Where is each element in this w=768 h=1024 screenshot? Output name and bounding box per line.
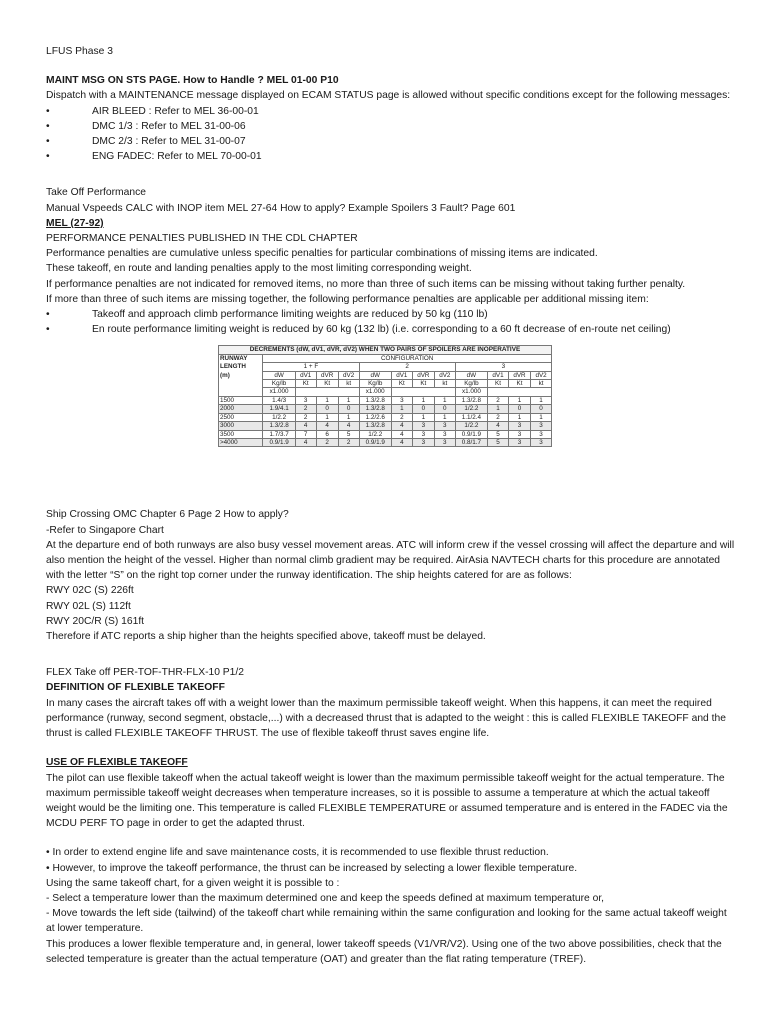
blank-cell — [219, 380, 263, 388]
table-cell: 1/2.2 — [263, 413, 295, 421]
table-cell: 3 — [434, 430, 455, 438]
length-label: LENGTH — [219, 363, 263, 371]
maint-intro: Dispatch with a MAINTENANCE message displayed on ECAM STATUS page is allowed without specific conditions except for the following messages: — [46, 90, 731, 102]
runway-length-cell: 2000 — [219, 405, 263, 413]
decrements-table — [218, 345, 552, 447]
blank-cell — [219, 388, 263, 396]
column-header: dW — [455, 371, 487, 379]
table-cell: 0 — [412, 405, 434, 413]
table-cell: 3 — [508, 438, 530, 446]
column-header: dW — [263, 371, 295, 379]
table-cell: 0.8/1.7 — [455, 438, 487, 446]
maint-title: MAINT MSG ON STS PAGE. How to Handle ? MEL 01-00 P10 — [46, 75, 339, 87]
table-cell: 1 — [488, 405, 509, 413]
column-unit: Kt — [295, 380, 316, 388]
scale-note: x1.000 — [455, 388, 487, 396]
flex-def-title: DEFINITION OF FLEXIBLE TAKEOFF — [46, 682, 225, 694]
table-cell: 1.1/2.4 — [455, 413, 487, 421]
table-cell: 0 — [316, 405, 338, 413]
flex-use-para: The pilot can use flexible takeoff when the actual takeoff weight is lower than the maximum permissible takeoff weight for the actual temperature. The maximum permissible takeoff weight decreases when temperature increases, so it is possible to assume a temperature at which the actual takeoff weight would be the limiting one. This temperature is called FLEXIBLE TEMPERATURE or assumed temperature and is entered in the FADEC via the MCDU PERF TO page in order to get the adapted thrust. — [46, 772, 728, 830]
cdl-heading: PERFORMANCE PENALTIES PUBLISHED IN THE CDL CHAPTER — [46, 233, 358, 245]
table-cell: 1.4/3 — [263, 396, 295, 404]
table-row — [219, 413, 552, 421]
table-row — [219, 422, 552, 430]
config-header: 1 + F — [263, 363, 359, 371]
table-cell: 3 — [508, 430, 530, 438]
column-unit: Kt — [412, 380, 434, 388]
flex-final: This produces a lower flexible temperature and, in general, lower takeoff speeds (V1/VR/V2). Using one of the two above possibilities, check that the selected temperature is greater than the actual temperature (OAT) and greater than the flat rating temperature (TREF). — [46, 938, 722, 965]
blank-cell — [391, 388, 455, 396]
configuration-label: CONFIGURATION — [263, 354, 552, 362]
table-row — [219, 405, 552, 413]
column-unit: Kt — [488, 380, 509, 388]
table-row — [219, 430, 552, 438]
table-cell: 3 — [434, 438, 455, 446]
table-cell: 6 — [316, 430, 338, 438]
ship-para: At the departure end of both runways are also busy vessel movement areas. ATC will inform crew if the vessel crossing will affect the departure and will also mention the height of the vessel. Higher than normal climb gradient may be required. AirAsia NAVTECH charts for this procedure are annotated with the letter “S” on the right top corner under the runway identification. The ship heights catered for are as follows: — [46, 539, 735, 582]
table-cell: 7 — [295, 430, 316, 438]
blank-cell — [488, 388, 552, 396]
table-cell: 2 — [295, 405, 316, 413]
table-cell: 1.3/2.8 — [455, 396, 487, 404]
table-cell: 1 — [508, 396, 530, 404]
list-item: • ENG FADEC: Refer to MEL 70-00-01 — [46, 149, 736, 164]
config-header: 2 — [359, 363, 455, 371]
column-unit: kt — [531, 380, 552, 388]
column-header: dW — [359, 371, 391, 379]
list-item: • AIR BLEED : Refer to MEL 36-00-01 — [46, 104, 736, 119]
table-cell: 1 — [338, 396, 359, 404]
table-cell: 3 — [531, 438, 552, 446]
table-cell: 1 — [316, 413, 338, 421]
config-header: 3 — [455, 363, 551, 371]
table-cell: 3 — [434, 422, 455, 430]
flex-bullet: • In order to extend engine life and save maintenance costs, it is recommended to use flexible thrust reduction. — [46, 847, 549, 859]
table-cell: 1.3/2.8 — [359, 405, 391, 413]
table-cell: 1.3/2.8 — [263, 422, 295, 430]
table-cell: 1 — [531, 413, 552, 421]
table-cell: 4 — [295, 422, 316, 430]
table-cell: 3 — [412, 438, 434, 446]
table-cell: 1 — [434, 396, 455, 404]
table-cell: 0.9/1.9 — [455, 430, 487, 438]
table-cell: 1 — [412, 396, 434, 404]
table-cell: 3 — [412, 430, 434, 438]
column-header: dV2 — [338, 371, 359, 379]
flex-dash-item: - Move towards the left side (tailwind) of the takeoff chart while remaining within the same configuration and looking for the same actual takeoff weight at lower temperature. — [46, 908, 727, 935]
table-cell: 5 — [338, 430, 359, 438]
column-unit: kt — [338, 380, 359, 388]
column-unit: Kg/lb — [455, 380, 487, 388]
table-cell: 3 — [508, 422, 530, 430]
scale-note: x1.000 — [359, 388, 391, 396]
scale-note: x1.000 — [263, 388, 295, 396]
table-cell: 2 — [488, 413, 509, 421]
table-cell: 4 — [488, 422, 509, 430]
table-cell: 1/2.2 — [455, 422, 487, 430]
table-cell: 0.9/1.9 — [263, 438, 295, 446]
table-cell: 3 — [391, 396, 412, 404]
table-cell: 4 — [391, 430, 412, 438]
table-cell: 2 — [295, 413, 316, 421]
table-cell: 4 — [295, 438, 316, 446]
table-cell: 4 — [338, 422, 359, 430]
list-item: • En route performance limiting weight is reduced by 60 kg (132 lb) (i.e. corresponding to a 60 ft decrease of en-route net ceiling) — [46, 322, 736, 337]
table-cell: 3 — [412, 422, 434, 430]
takeoff-title: Take Off Performance — [46, 187, 146, 199]
decrements-figure — [46, 337, 736, 507]
flex-dash-item: - Select a temperature lower than the maximum determined one and keep the speeds defined at maximum temperature or, — [46, 892, 605, 904]
flex-title: FLEX Take off PER-TOF-THR-FLX-10 P1/2 — [46, 667, 244, 679]
table-cell: 0 — [508, 405, 530, 413]
column-header: dVR — [412, 371, 434, 379]
list-item: • DMC 2/3 : Refer to MEL 31-00-07 — [46, 134, 736, 149]
column-unit: Kt — [508, 380, 530, 388]
table-cell: 0 — [531, 405, 552, 413]
table-row — [219, 396, 552, 404]
takeoff-para4: If more than three of such items are missing together, the following performance penalties are applicable per additional missing item: — [46, 293, 649, 305]
runway-label: RUNWAY — [219, 354, 263, 362]
penalty-list — [46, 307, 736, 337]
takeoff-line1: Manual Vspeeds CALC with INOP item MEL 27-64 How to apply? Example Spoilers 3 Fault? Page 601 — [46, 202, 516, 214]
table-cell: 1.3/2.8 — [359, 422, 391, 430]
flex-bullet: • However, to improve the takeoff performance, the thrust can be increased by selecting a lower flexible temperature. — [46, 862, 578, 874]
table-cell: 1 — [316, 396, 338, 404]
table-cell: 5 — [488, 438, 509, 446]
column-unit: Kg/lb — [263, 380, 295, 388]
table-cell: 1 — [391, 405, 412, 413]
maint-list — [46, 104, 736, 165]
table-cell: 1/2.2 — [455, 405, 487, 413]
takeoff-para1: Performance penalties are cumulative unless specific penalties for particular combinations of missing items are indicated. — [46, 248, 598, 260]
runway-length-cell: 1500 — [219, 396, 263, 404]
column-header: dVR — [508, 371, 530, 379]
runway-length-cell: 3500 — [219, 430, 263, 438]
table-cell: 4 — [316, 422, 338, 430]
list-item: • Takeoff and approach climb performance limiting weights are reduced by 50 kg (110 lb) — [46, 307, 736, 322]
table-cell: 1 — [508, 413, 530, 421]
decrements-body — [219, 396, 552, 446]
table-cell: 2 — [316, 438, 338, 446]
flex-using-line: Using the same takeoff chart, for a given weight it is possible to : — [46, 877, 340, 889]
table-cell: 1 — [338, 413, 359, 421]
list-item: • DMC 1/3 : Refer to MEL 31-00-06 — [46, 119, 736, 134]
column-unit: kt — [434, 380, 455, 388]
table-cell: 1.7/3.7 — [263, 430, 295, 438]
ship-delay: Therefore if ATC reports a ship higher than the heights specified above, takeoff must be delayed. — [46, 631, 486, 643]
table-cell: 2 — [488, 396, 509, 404]
flex-def-para: In many cases the aircraft takes off with a weight lower than the maximum permissible takeoff weight. When this happens, it can meet the required performance (runway, second segment, obstacle,...) with a decreased thrust that is adapted to the weight : this is called FLEXIBLE TAKEOFF and the thrust is called FLEXIBLE TAKEOFF THRUST. The use of flexible takeoff thrust saves engine life. — [46, 697, 726, 740]
ship-title: Ship Crossing OMC Chapter 6 Page 2 How to apply? — [46, 509, 289, 521]
column-header: dVR — [316, 371, 338, 379]
doc-header: LFUS Phase 3 — [46, 46, 113, 57]
table-cell: 3 — [531, 430, 552, 438]
column-header: dV1 — [295, 371, 316, 379]
mel-heading: MEL (27-92) — [46, 217, 104, 229]
table-cell: 5 — [488, 430, 509, 438]
table-cell: 0 — [434, 405, 455, 413]
column-header: dV1 — [488, 371, 509, 379]
unit-m-label: (m) — [219, 371, 263, 379]
table-cell: 0 — [338, 405, 359, 413]
column-header: dV2 — [531, 371, 552, 379]
takeoff-para3: If performance penalties are not indicated for removed items, no more than three of such items can be missing without taking further penalty. — [46, 278, 686, 290]
table-cell: 1.2/2.6 — [359, 413, 391, 421]
column-unit: Kt — [316, 380, 338, 388]
table-cell: 1.3/2.8 — [359, 396, 391, 404]
ship-ref: -Refer to Singapore Chart — [46, 524, 164, 536]
table-cell: 1 — [434, 413, 455, 421]
table-cell: 1.9/4.1 — [263, 405, 295, 413]
rwy-line: RWY 20C/R (S) 161ft — [46, 615, 145, 627]
rwy-line: RWY 02C (S) 226ft — [46, 585, 134, 597]
column-unit: Kg/lb — [359, 380, 391, 388]
document-page — [46, 44, 736, 967]
table-cell: 3 — [531, 422, 552, 430]
table-title: DECREMENTS (dW, dV1, dVR, dV2) WHEN TWO PAIRS OF SPOILERS ARE INOPERATIVE — [219, 346, 552, 354]
table-cell: 2 — [391, 413, 412, 421]
table-cell: 2 — [338, 438, 359, 446]
table-cell: 1/2.2 — [359, 430, 391, 438]
flex-use-title: USE OF FLEXIBLE TAKEOFF — [46, 757, 188, 769]
table-cell: 1 — [531, 396, 552, 404]
table-row — [219, 438, 552, 446]
table-cell: 0.9/1.9 — [359, 438, 391, 446]
runway-length-cell: >4000 — [219, 438, 263, 446]
column-unit: Kt — [391, 380, 412, 388]
rwy-line: RWY 02L (S) 112ft — [46, 600, 131, 612]
runway-length-cell: 3000 — [219, 422, 263, 430]
column-header: dV1 — [391, 371, 412, 379]
takeoff-para2: These takeoff, en route and landing penalties apply to the most limiting corresponding weight. — [46, 263, 472, 275]
table-cell: 4 — [391, 438, 412, 446]
table-cell: 3 — [295, 396, 316, 404]
blank-cell — [295, 388, 359, 396]
table-cell: 1 — [412, 413, 434, 421]
column-header: dV2 — [434, 371, 455, 379]
table-cell: 4 — [391, 422, 412, 430]
runway-length-cell: 2500 — [219, 413, 263, 421]
